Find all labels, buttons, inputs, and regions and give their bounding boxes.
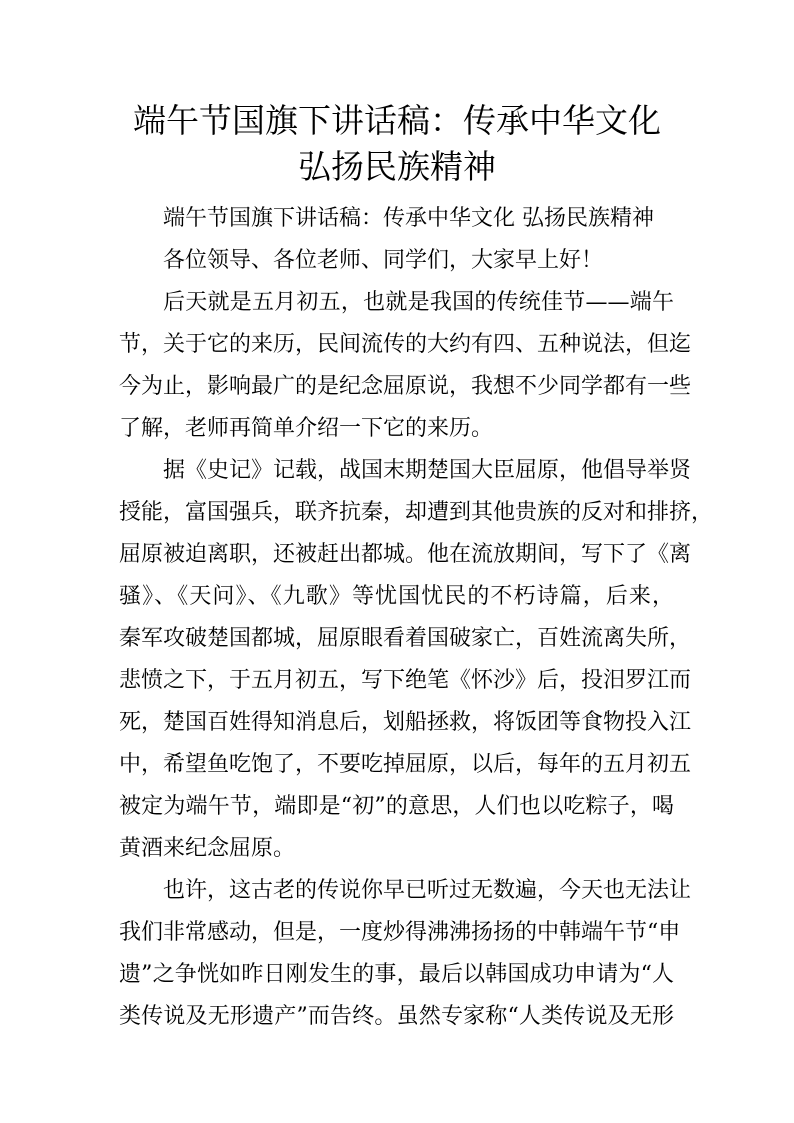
body-line: 也许，这古老的传说你早已听过无数遍，今天也无法让 xyxy=(163,878,692,903)
body-line: 遗”之争恍如昨日刚发生的事，最后以韩国成功申请为“人 xyxy=(119,962,674,987)
body-line: 了解，老师再简单介绍一下它的来历。 xyxy=(119,416,494,441)
body-line: 今为止，影响最广的是纪念屈原说，我想不少同学都有一些 xyxy=(119,374,692,399)
body-line: 屈原被迫离职，还被赶出都城。他在流放期间，写下了《离 xyxy=(119,542,692,567)
body-line: 后天就是五月初五，也就是我国的传统佳节——端午 xyxy=(163,290,674,315)
body-line: 秦军攻破楚国都城，屈原眼看着国破家亡，百姓流离失所， xyxy=(119,626,692,651)
body-line: 中，希望鱼吃饱了，不要吃掉屈原，以后，每年的五月初五 xyxy=(119,752,692,777)
body-line: 悲愤之下，于五月初五，写下绝笔《怀沙》后，投汨罗江而 xyxy=(119,668,692,693)
body-line: 黄酒来纪念屈原。 xyxy=(119,836,296,861)
body-line: 死，楚国百姓得知消息后，划船拯救，将饭团等食物投入江 xyxy=(119,710,692,735)
body-line-subtitle: 端午节国旗下讲话稿：传承中华文化 弘扬民族精神 xyxy=(163,206,654,231)
body-line: 被定为端午节，端即是“初”的意思，人们也以吃粽子，喝 xyxy=(119,794,674,819)
body-line: 我们非常感动，但是，一度炒得沸沸扬扬的中韩端午节“申 xyxy=(119,920,681,945)
document-title-line-1: 端午节国旗下讲话稿：传承中华文化 xyxy=(133,101,661,140)
body-line: 节，关于它的来历，民间流传的大约有四、五种说法，但迄 xyxy=(119,332,692,357)
body-line: 骚》、《天问》、《九歌》等忧国忧民的不朽诗篇，后来， xyxy=(119,584,674,609)
document-title-line-2: 弘扬民族精神 xyxy=(298,147,496,186)
body-line: 据《史记》记载，战国末期楚国大臣屈原，他倡导举贤 xyxy=(163,458,692,483)
body-line-greeting: 各位领导、各位老师、同学们，大家早上好！ xyxy=(163,248,604,273)
body-line: 类传说及无形遗产”而告终。虽然专家称“人类传说及无形 xyxy=(119,1004,674,1029)
body-line: 授能，富国强兵，联齐抗秦，却遭到其他贵族的反对和排挤， xyxy=(119,500,714,525)
